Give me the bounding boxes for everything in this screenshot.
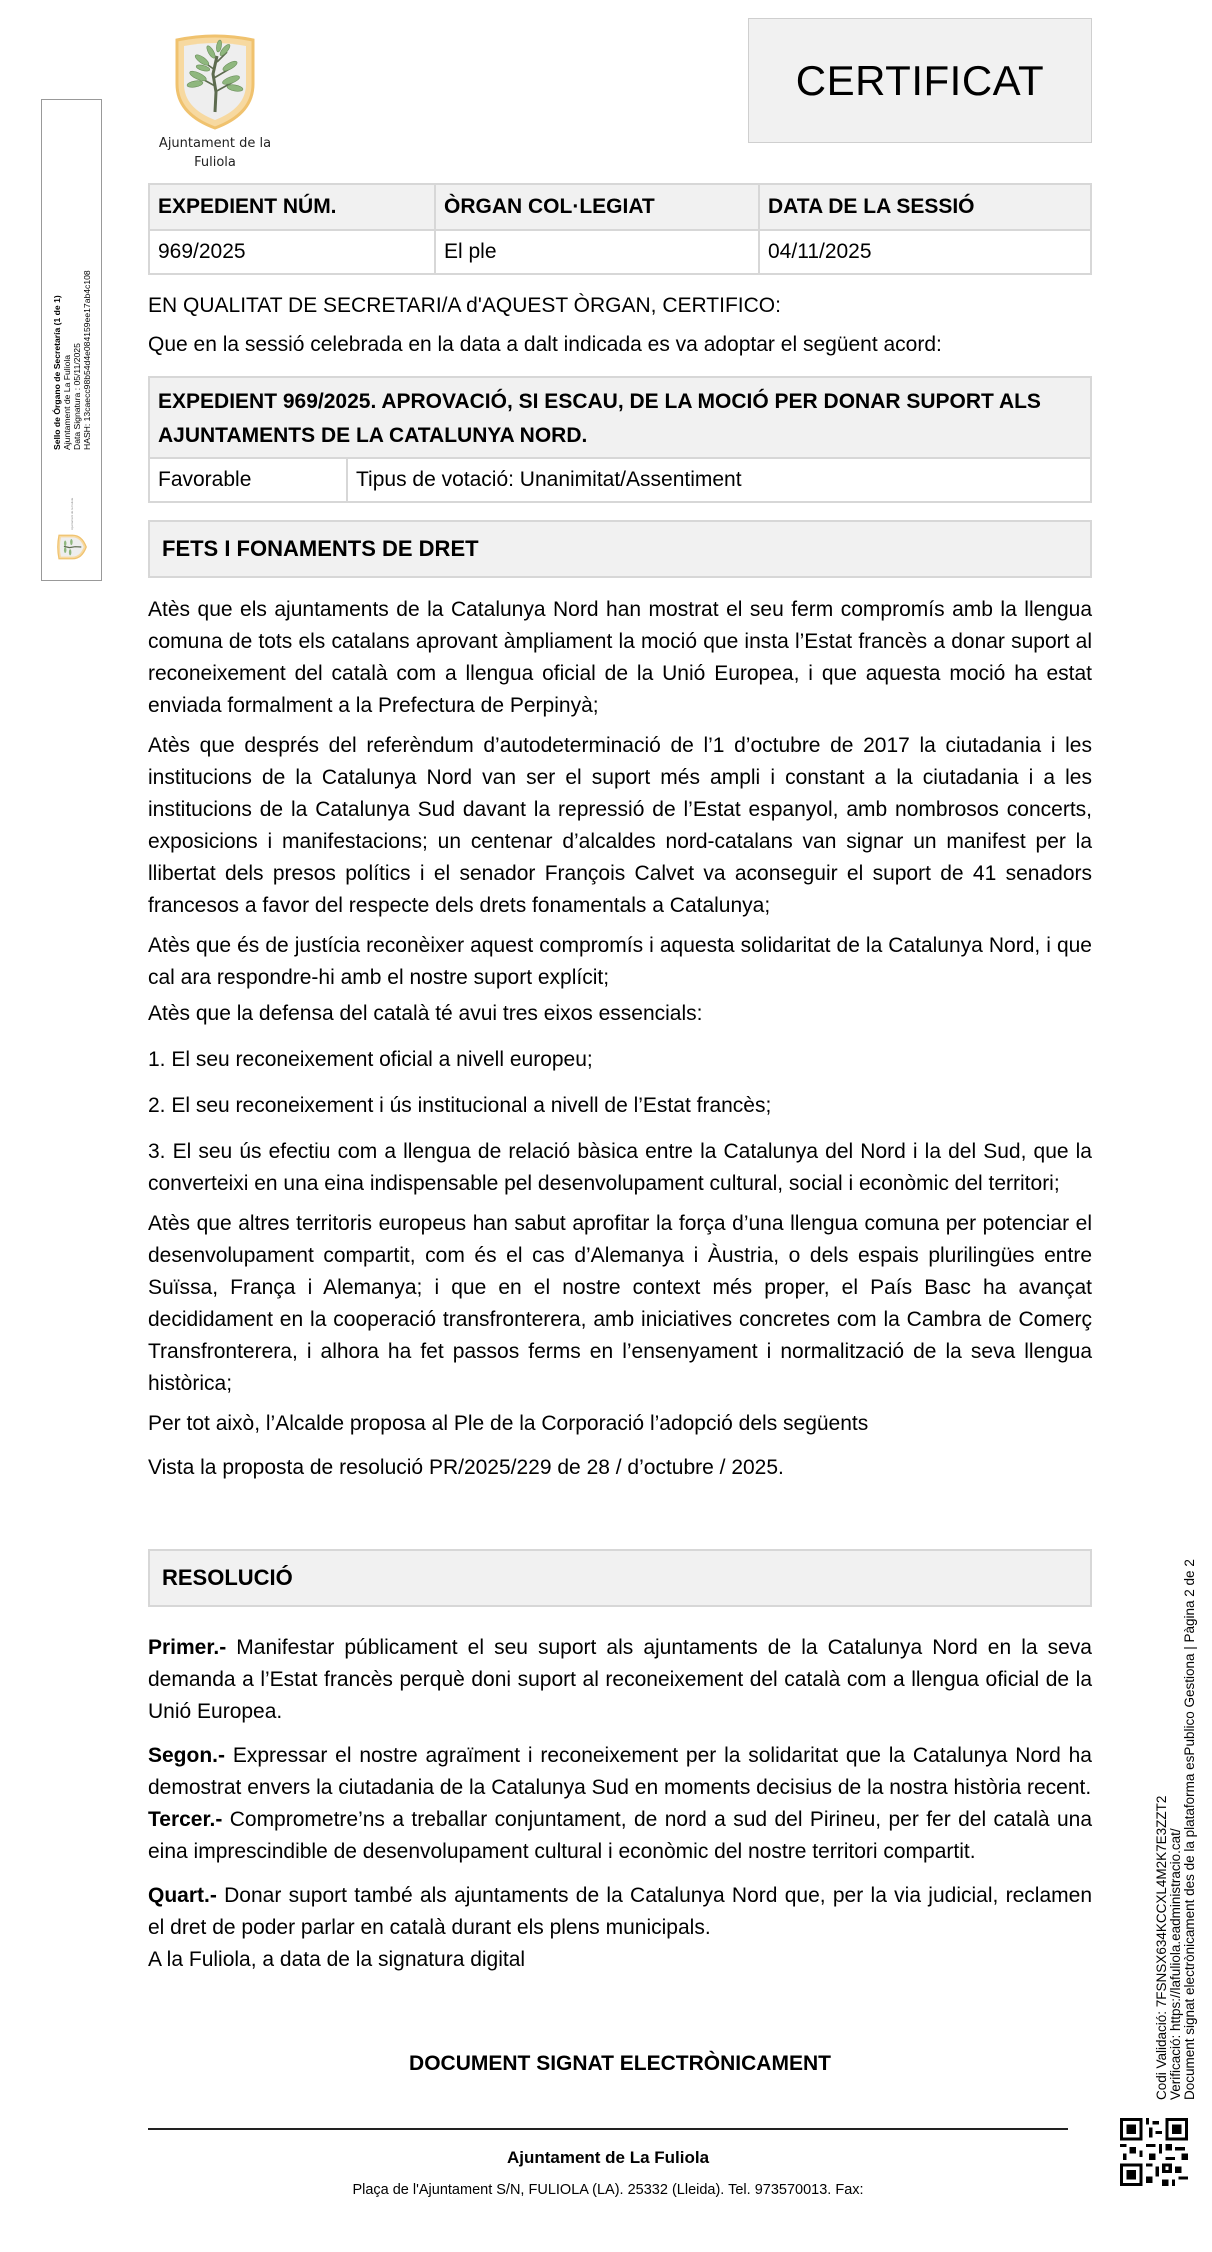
session-table-value-row: [149, 230, 1091, 274]
electronic-signature-label: DOCUMENT SIGNAT ELECTRÒNICAMENT: [409, 2052, 831, 2075]
resolution-label: Quart.-: [148, 1884, 217, 1907]
validation-info: [1136, 1559, 1212, 2100]
certification-statement: EN QUALITAT DE SECRETARI/A d'AQUEST ÒRGAN, CERTIFICO:: [148, 294, 781, 317]
resolution-text: Expressar el nostre agraïment i reconeixement per la solidaritat que la Catalunya Nord ha demostrat envers la ciutadania de la Catalunya Sud en moments decisius de la nostra història recent.: [148, 1744, 1092, 1799]
seal-date: Data Signatura : 05/11/2025: [71, 343, 82, 450]
footer-divider: [148, 2128, 1068, 2130]
resolution-heading-text: RESOLUCIÓ: [162, 1565, 293, 1590]
seal-hash: HASH: 13caecc98b54d4e084159ee17ab4c108: [81, 270, 92, 450]
resolution-section-heading: [148, 1549, 1092, 1607]
seal-logo-caption: Ajuntament de la Fuliola: [69, 497, 74, 530]
footer-address: Plaça de l'Ajuntament S/N, FULIOLA (LA). 25332 (Lleida). Tel. 973570013. Fax:: [352, 2182, 864, 2198]
facts-paragraph: Atès que els ajuntaments de la Catalunya Nord han mostrat el seu ferm compromís amb la llengua comuna de tots els catalans aprovant àmpliament la moció que insta l’Estat francès a donar suport al reconeixement del català com a llengua oficial de la Unió Europea, i que aquesta moció ha estat enviada formalment a la Prefectura de Perpinyà;: [148, 598, 1092, 717]
facts-section-heading: [148, 520, 1092, 578]
resolution-text: Donar suport també als ajuntaments de la Catalunya Nord que, per la via judicial, reclamen el dret de poder parlar en català durant els plens municipals.: [148, 1884, 1092, 1939]
facts-paragraph: Atès que és de justícia reconèixer aquest compromís i aquesta solidaritat de la Catalunya Nord, i que cal ara respondre-hi amb el nostre suport explícit;: [148, 934, 1092, 989]
agreement-intro: Que en la sessió celebrada en la data a dalt indicada es va adoptar el següent acord:: [148, 333, 942, 356]
logo-caption-line2: Fuliola: [194, 155, 236, 170]
resolution-item-first: [148, 1632, 1092, 1728]
resolution-item-third: [148, 1804, 1092, 1868]
facts-list-item: 1. El seu reconeixement oficial a nivell europeu;: [148, 1048, 593, 1071]
seal-title: Sello de Órgano de Secretaría (1 de 1): [51, 295, 62, 450]
facts-paragraph: Atès que la defensa del català té avui tres eixos essencials:: [148, 1002, 703, 1025]
facts-body: [148, 594, 1092, 1492]
collegiate-body: El ple: [435, 230, 759, 274]
session-date: 04/11/2025: [759, 230, 1091, 274]
facts-paragraph: Atès que altres territoris europeus han sabut aprofitar la força d’una llengua comuna per potenciar el desenvolupament compartit, com és el cas d’Alemanya i Àustria, o dels espais plurilingües entre Suïssa, França i Alemanya; i que en el nostre context més proper, el País Basc ha avançat decididament en la cooperació transfronterera, amb iniciatives concretes com la Cambra de Comerç Transfronterera, i alhora ha fet passos ferms en l’ensenyament i normalització de la seva llengua històrica;: [148, 1212, 1092, 1395]
facts-heading-text: FETS I FONAMENTS DE DRET: [162, 536, 479, 561]
resolution-label: Tercer.-: [148, 1808, 223, 1831]
proposal-reference: Vista la proposta de resolució PR/2025/229 de 28 / d’octubre / 2025.: [148, 1456, 784, 1479]
validation-code: Codi Validació: 7FSNSX634KCCXL4M2K7E3ZZT2: [1154, 1795, 1169, 2100]
coat-of-arms-icon: [173, 34, 257, 130]
agreement-table: [148, 376, 1092, 503]
facts-list-item: 2. El seu reconeixement i ús institucional a nivell de l’Estat francès;: [148, 1094, 772, 1117]
document-type-box: [748, 18, 1092, 143]
resolution-text: Comprometre’ns a treballar conjuntament, de nord a sud del Pirineu, per fer del català una eina imprescindible de desenvolupament cultural i econòmic del nostre territori compartit.: [148, 1808, 1092, 1863]
resolution-item-fourth: [148, 1880, 1092, 1944]
expedient-number: 969/2025: [149, 230, 435, 274]
vote-result: Favorable: [149, 458, 347, 502]
verification-url[interactable]: Verificació: https://lafuliola.eadministracio.cat/: [1168, 1828, 1183, 2100]
resolution-text: Manifestar públicament el seu suport als ajuntaments de la Catalunya Nord en la seva demanda a l’Estat francès perquè doni suport al reconeixement del català com a llengua oficial de la Unió Europea.: [148, 1636, 1092, 1723]
secretary-seal-stamp: [41, 99, 102, 581]
resolution-label: Primer.-: [148, 1636, 227, 1659]
seal-logo-icon: [57, 534, 87, 560]
vote-type: Tipus de votació: Unanimitat/Assentiment: [347, 458, 1091, 502]
seal-entity: Ajuntament de La Fuliola: [61, 354, 72, 450]
header-collegiate-body: ÒRGAN COL·LEGIAT: [435, 184, 759, 230]
resolution-item-second: [148, 1740, 1092, 1804]
header-session-date: DATA DE LA SESSIÓ: [759, 184, 1091, 230]
session-table-header-row: [149, 184, 1091, 230]
document-type-title: CERTIFICAT: [795, 56, 1045, 104]
resolution-body: [148, 1632, 1092, 1984]
agreement-title: EXPEDIENT 969/2025. APROVACIÓ, SI ESCAU, DE LA MOCIÓ PER DONAR SUPORT ALS AJUNTAMENTS DE LA CATALUNYA NORD.: [149, 377, 1091, 458]
facts-paragraph: Per tot això, l’Alcalde proposa al Ple de la Corporació l’adopció dels següents: [148, 1412, 869, 1435]
place-and-date: A la Fuliola, a data de la signatura digital: [148, 1948, 526, 1971]
footer-organization: Ajuntament de La Fuliola: [506, 2148, 710, 2167]
municipality-logo: [150, 34, 280, 172]
resolution-label: Segon.-: [148, 1744, 225, 1767]
facts-paragraph: Atès que després del referèndum d’autodeterminació de l’1 d’octubre de 2017 la ciutadania i les institucions de la Catalunya Nord van ser el suport més ampli i constant a la ciutadania i a les institucions de la Catalunya Sud davant la repressió de l’Estat espanyol, amb nombrosos concerts, exposicions i manifestacions; un centenar d’alcaldes nord-catalans van signar un manifest per la llibertat dels presos polítics i el senador François Calvet va aconseguir el suport de 41 senadors francesos a favor del respecte dels drets fonamentals a Catalunya;: [148, 734, 1092, 917]
header-expedient-number: EXPEDIENT NÚM.: [149, 184, 435, 230]
qr-code-icon[interactable]: [1120, 2118, 1188, 2186]
logo-caption-line1: Ajuntament de la: [158, 136, 272, 151]
signed-platform-note: Document signat electrònicament des de la plataforma esPublico Gestiona | Pàgina 2 de 2: [1182, 1559, 1197, 2100]
facts-list-item: 3. El seu ús efectiu com a llengua de relació bàsica entre la Catalunya del Nord i la del Sud, que la converteixi en una eina indispensable pel desenvolupament cultural, social i econòmic del territori;: [148, 1140, 1092, 1195]
session-info-table: [148, 183, 1092, 275]
